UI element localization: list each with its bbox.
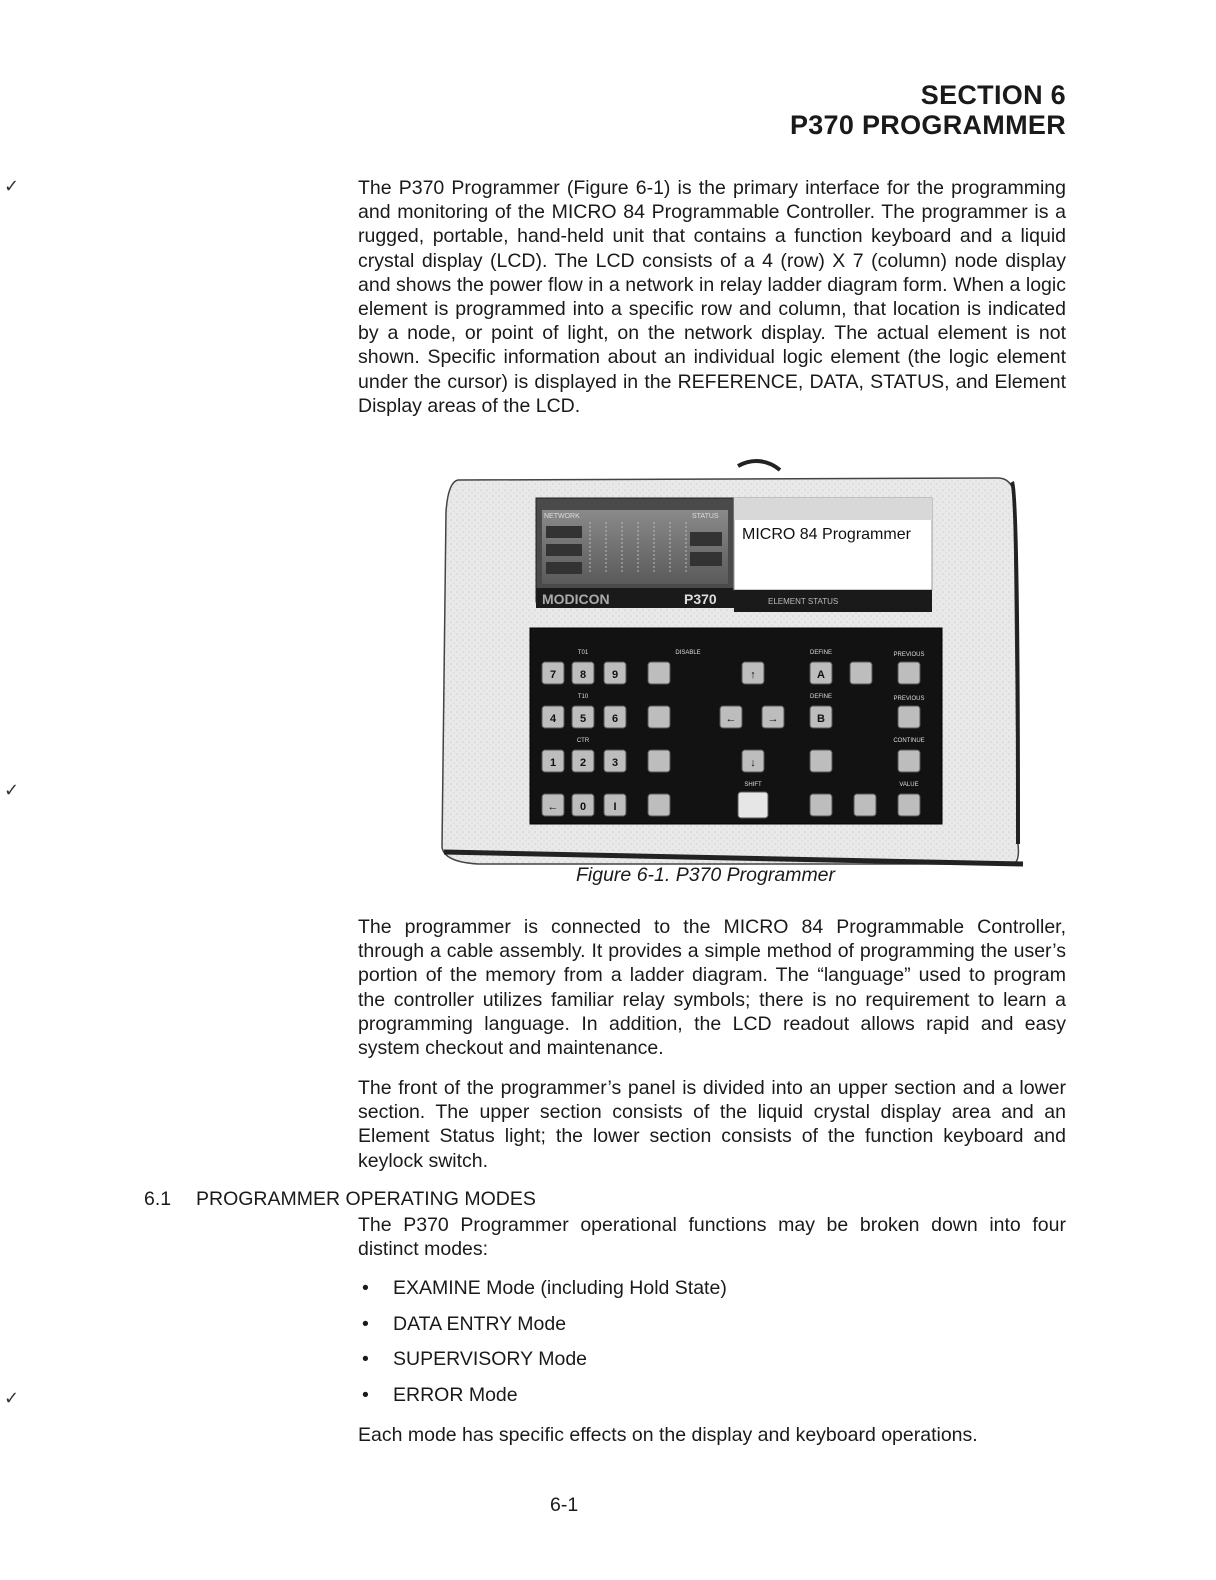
svg-text:CTR: CTR xyxy=(576,738,590,744)
programmer-brand-label: MICRO 84 Programmer xyxy=(742,526,911,543)
svg-text:DISABLE: DISABLE xyxy=(675,650,701,656)
modes-intro-paragraph: The P370 Programmer operational functions may be broken down into four distinct modes: xyxy=(358,1214,1066,1261)
svg-text:5: 5 xyxy=(579,713,587,725)
lcd-status-label: STATUS xyxy=(692,513,719,520)
lcd-brand-label: MODICON xyxy=(542,591,610,607)
margin-check-mark: ✓ xyxy=(4,1388,20,1408)
svg-text:T01: T01 xyxy=(577,650,589,656)
svg-text:DEFINE: DEFINE xyxy=(809,694,833,700)
list-item: • ERROR Mode xyxy=(362,1383,518,1406)
svg-text:↓: ↓ xyxy=(750,757,756,769)
svg-text:9: 9 xyxy=(611,669,619,681)
svg-text:7: 7 xyxy=(549,669,557,681)
subsection-title: PROGRAMMER OPERATING MODES xyxy=(196,1188,536,1210)
svg-text:SHIFT: SHIFT xyxy=(744,782,762,788)
section-title: P370 PROGRAMMER xyxy=(789,110,1066,140)
svg-text:1: 1 xyxy=(549,757,557,769)
svg-text:←: ← xyxy=(725,713,737,725)
svg-text:PREVIOUS: PREVIOUS xyxy=(893,696,925,702)
lcd-network-label: NETWORK xyxy=(544,513,580,520)
list-item: • DATA ENTRY Mode xyxy=(362,1312,567,1335)
margin-check-mark: ✓ xyxy=(4,176,20,196)
svg-text:CONTINUE: CONTINUE xyxy=(893,738,925,744)
svg-text:↑: ↑ xyxy=(750,669,756,681)
svg-text:←: ← xyxy=(547,801,559,813)
subsection-number: 6.1 xyxy=(144,1188,172,1210)
programmer-photo xyxy=(438,452,1028,868)
svg-text:→: → xyxy=(767,713,779,725)
svg-text:DEFINE: DEFINE xyxy=(809,650,833,656)
modes-list xyxy=(358,1276,727,1418)
svg-text:T10: T10 xyxy=(577,694,589,700)
svg-text:VALUE: VALUE xyxy=(899,782,919,788)
bullet-icon: • xyxy=(362,1383,369,1406)
margin-check-mark: ✓ xyxy=(4,780,20,800)
svg-text:8: 8 xyxy=(579,669,587,681)
svg-text:2: 2 xyxy=(579,757,587,769)
list-item: • SUPERVISORY Mode xyxy=(362,1348,588,1370)
element-status-label: ELEMENT STATUS xyxy=(768,597,839,606)
svg-text:PREVIOUS: PREVIOUS xyxy=(893,652,925,658)
svg-text:6: 6 xyxy=(611,713,619,725)
front-panel-paragraph: The front of the programmer’s panel is divided into an upper section and a lower section. The upper section consists of the liquid crystal display area and an Element Status light; the lower section consists of the function keyboard and keylock switch. xyxy=(358,1077,1066,1172)
closing-paragraph: Each mode has specific effects on the display and keyboard operations. xyxy=(358,1424,978,1446)
page-number: 6-1 xyxy=(550,1494,579,1516)
bullet-icon: • xyxy=(362,1348,369,1370)
programmer-device-illustration xyxy=(438,452,1028,868)
bullet-icon: • xyxy=(362,1312,369,1335)
bullet-icon: • xyxy=(362,1277,369,1299)
svg-text:B: B xyxy=(817,713,825,725)
svg-text:A: A xyxy=(817,669,825,681)
svg-text:0: 0 xyxy=(579,801,587,813)
intro-paragraph: The P370 Programmer (Figure 6-1) is the primary interface for the programming and monitoring of the MICRO 84 Programmable Controller. The programmer is a rugged, portable, hand-held unit that contains a function keyboard and a liquid crystal display (LCD). The LCD consists of a 4 (row) X 7 (column) node display and shows the power flow in a network in relay ladder diagram form. When a logic element is programmed into a specific row and column, that location is indicated by a node, or point of light, on the network display. The actual element is not shown. Specific information about an individual logic element (the logic element under the cursor) is displayed in the REFERENCE, DATA, STATUS, and Element Display areas of the LCD. xyxy=(358,177,1066,417)
lcd-model-label: P370 xyxy=(684,591,717,607)
connection-paragraph: The programmer is connected to the MICRO 84 Programmable Controller, through a cable assembly. It provides a simple method of programming the user’s portion of the memory from a ladder diagram. The “language” used to program the controller utilizes familiar relay symbols; there is no requirement to learn a programming language. In addition, the LCD readout allows rapid and easy system checkout and maintenance. xyxy=(358,916,1066,1060)
svg-text:3: 3 xyxy=(611,757,619,769)
section-number: SECTION 6 xyxy=(920,80,1066,110)
list-item: • EXAMINE Mode (including Hold State) xyxy=(362,1277,727,1299)
svg-text:I: I xyxy=(613,801,617,813)
svg-text:4: 4 xyxy=(549,713,557,725)
section-heading xyxy=(790,80,1066,140)
figure-caption: Figure 6-1. P370 Programmer xyxy=(576,864,836,886)
